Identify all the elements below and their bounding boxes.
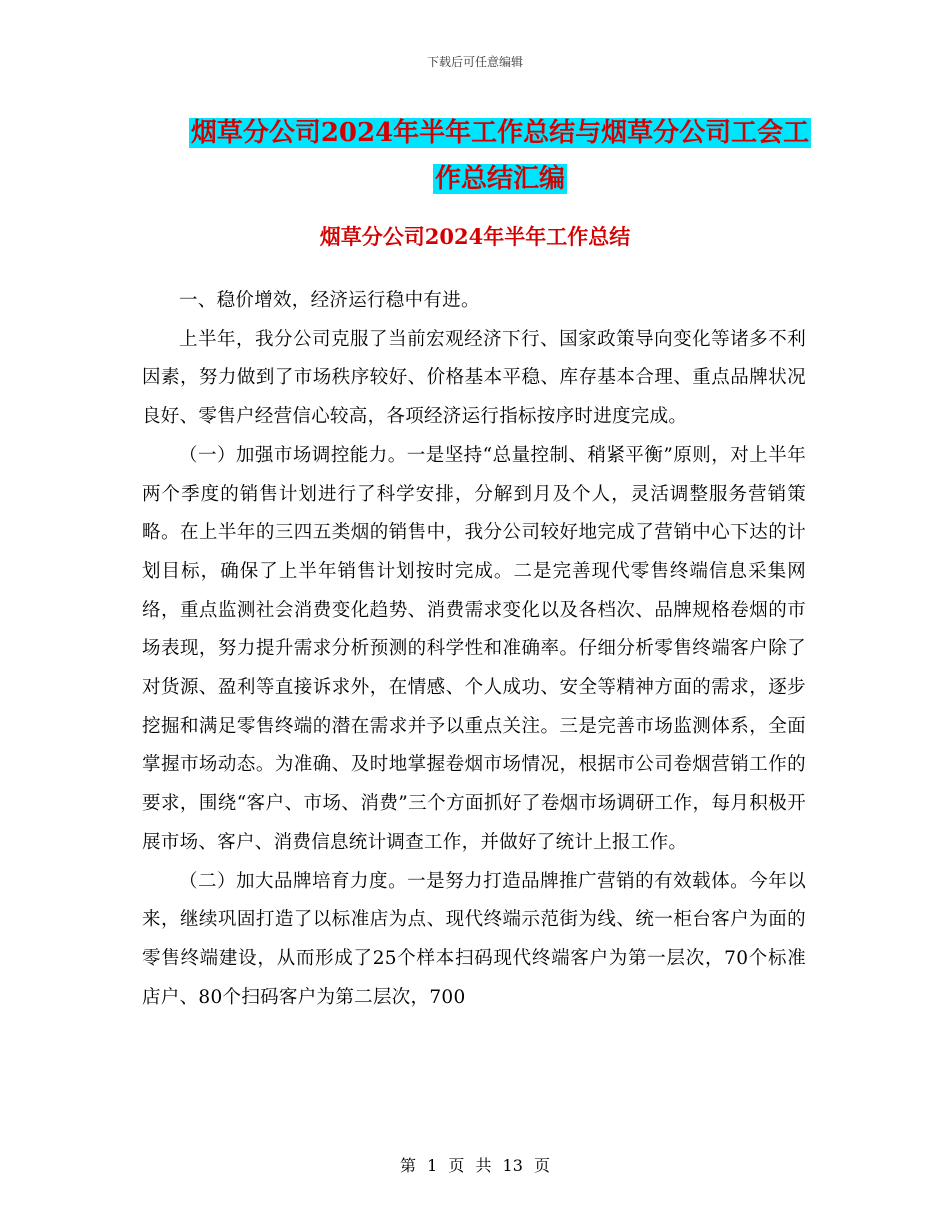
- document-title: [140, 110, 860, 202]
- paragraph: （一）加强市场调控能力。一是坚持“总量控制、稍紧平衡”原则，对上半年两个季度的销售计划进行了科学安排，分解到月及个人，灵活调整服务营销策略。在上半年的三四五类烟的销售中，我分公司较好地完成了营销中心下达的计划目标，确保了上半年销售计划按时完成。二是完善现代零售终端信息采集网络，重点监测社会消费变化趋势、消费需求变化以及各档次、品牌规格卷烟的市场表现，努力提升需求分析预测的科学性和准确率。仔细分析零售终端客户除了对货源、盈利等直接诉求外，在情感、个人成功、安全等精神方面的需求，逐步挖掘和满足零售终端的潜在需求并予以重点关注。三是完善市场监测体系，全面掌握市场动态。为准确、及时地掌握卷烟市场情况，根据市公司卷烟营销工作的要求，围绕“客户、市场、消费”三个方面抓好了卷烟市场调研工作，每月积极开展市场、客户、消费信息统计调查工作，并做好了统计上报工作。: [142, 444, 806, 853]
- document-title-line2: 作总结汇编: [434, 164, 565, 194]
- page-number: 第 1 页 共 13 页: [400, 1156, 550, 1175]
- section-title: 烟草分公司2024年半年工作总结: [319, 224, 631, 249]
- paragraph: （二）加大品牌培育力度。一是努力打造品牌推广营销的有效载体。今年以来，继续巩固打造了以标准店为点、现代终端示范街为线、统一柜台客户为面的零售终端建设，从而形成了25个样本扫码现代终端客户为第一层次，70个标准店户、80个扫码客户为第二层次，700: [142, 870, 806, 1008]
- paragraph: 上半年，我分公司克服了当前宏观经济下行、国家政策导向变化等诸多不利因素，努力做到了市场秩序较好、价格基本平稳、库存基本合理、重点品牌状况良好、零售户经营信心较高，各项经济运行指标按序时进度完成。: [142, 328, 806, 428]
- paragraph: 一、稳价增效，经济运行稳中有进。: [179, 290, 480, 311]
- header-note: 下载后可任意编辑: [426, 55, 523, 69]
- document-title-line1: 烟草分公司2024年半年工作总结与烟草分公司工会工: [190, 118, 810, 148]
- document-body: [142, 282, 806, 1017]
